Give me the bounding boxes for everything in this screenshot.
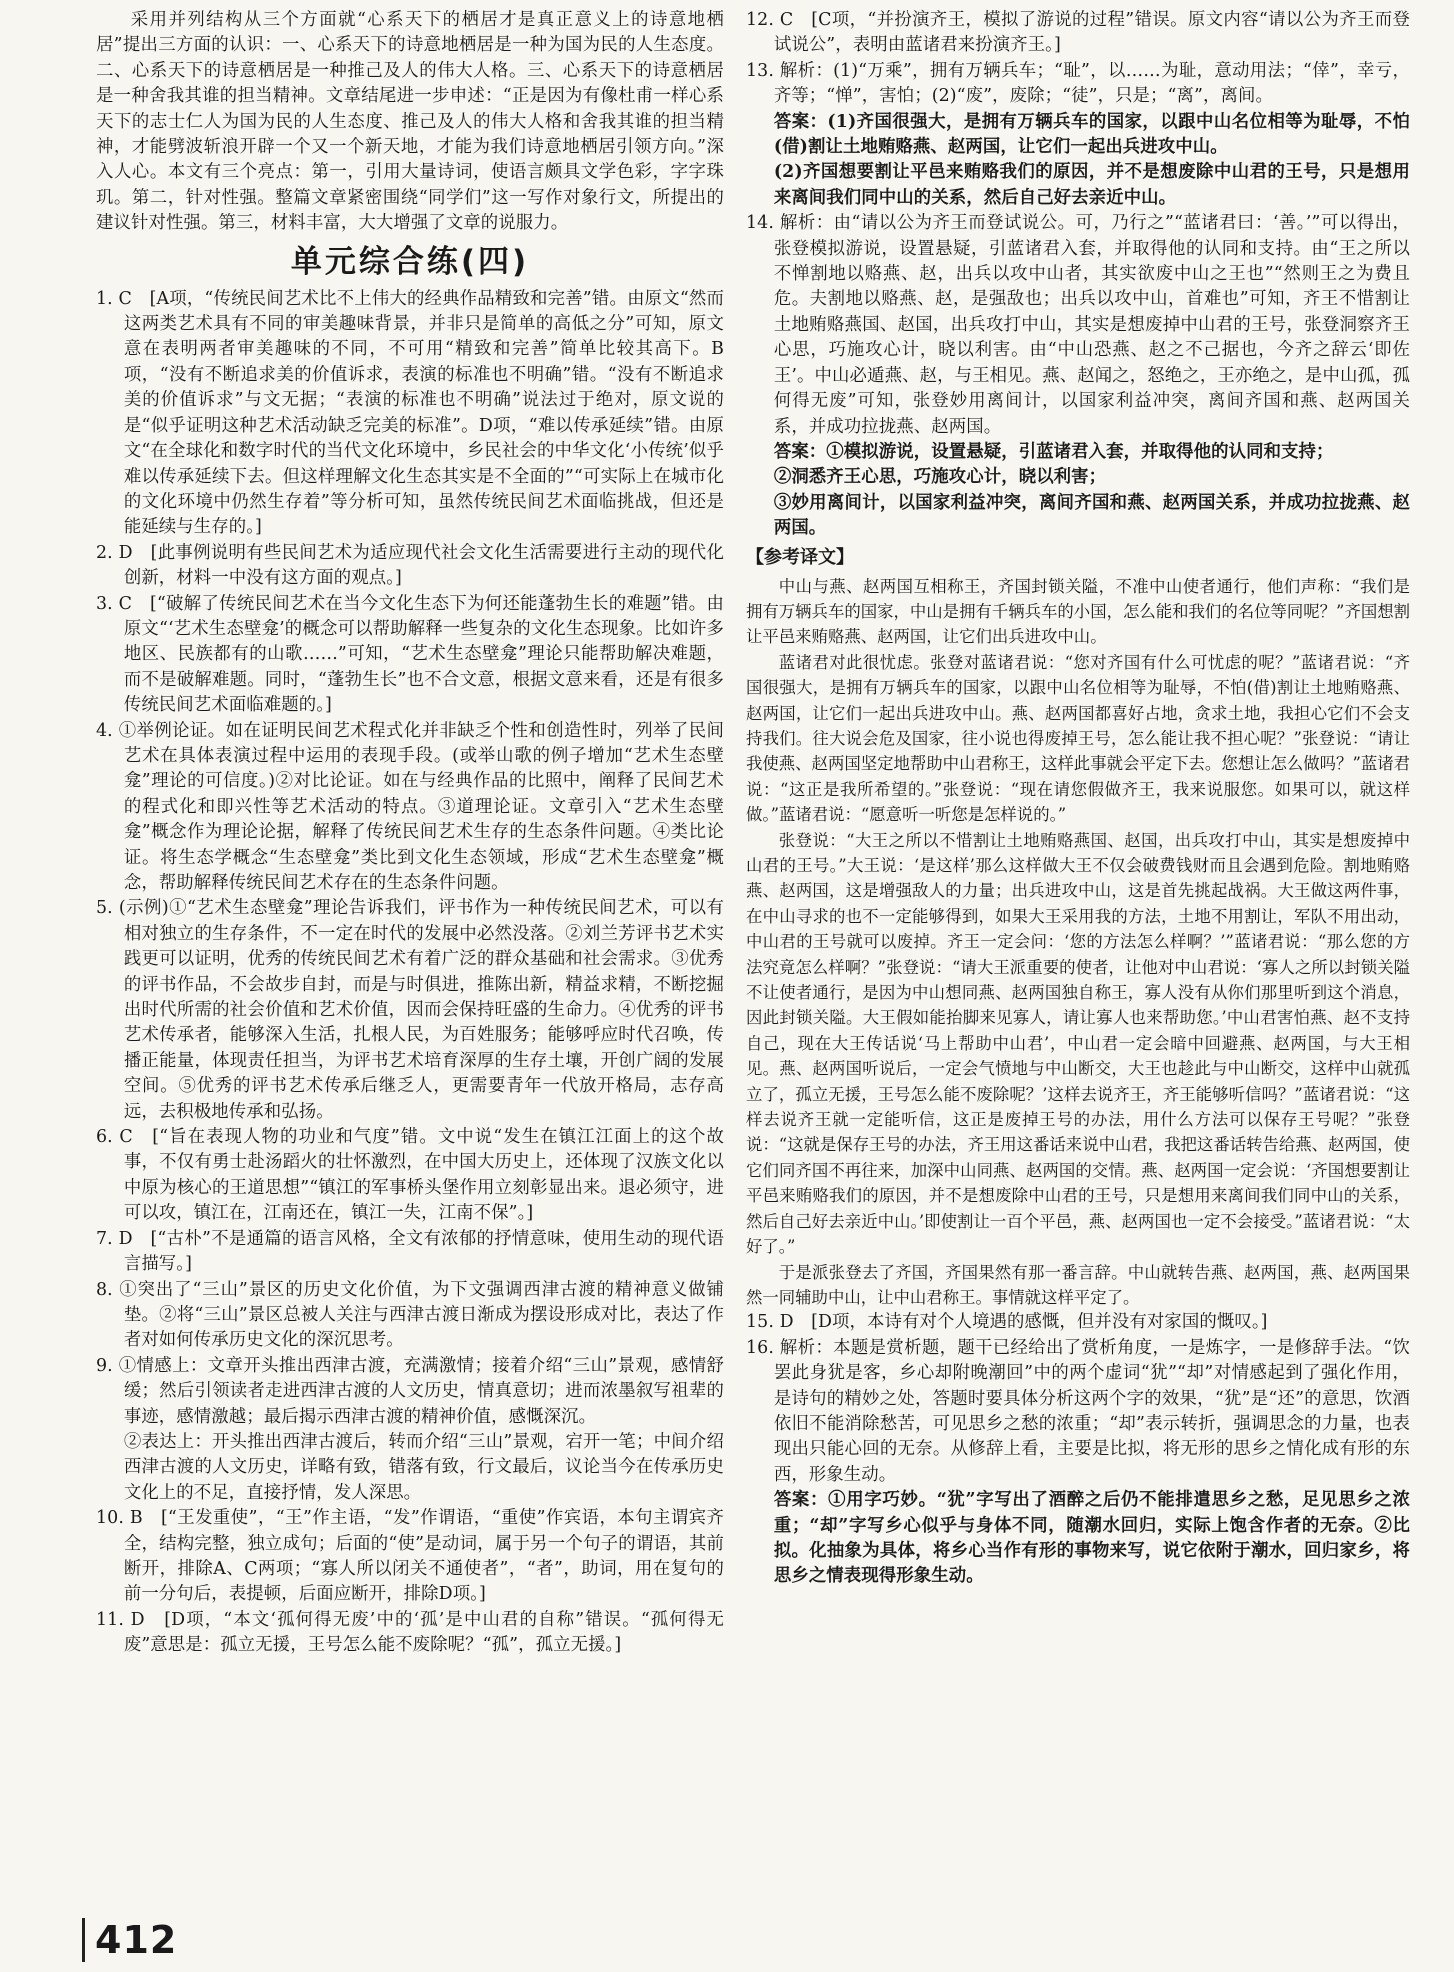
translation-paragraph-3: 张登说：“大王之所以不惜割让土地贿赂燕国、赵国，出兵攻打中山，其实是想废掉中山君的王号。”大王说：‘是这样’那么这样做大王不仅会破费钱财而且会遇到危险。割地贿赂燕、赵两国，这是增强敌人的力量；出兵进攻中山，这是首先挑起战祸。大王做这两件事，在中山寻求的也不一定能够得到，如果大王采用我的方法，土地不用割让，军队不用出动，中山君的王号就可以废掉。齐王一定会问：‘您的方法怎么样啊？’”蓝诸君说：“那么您的方法究竟怎么样啊？”张登说：“请大王派重要的使者，让他对中山君说：‘寡人之所以封锁关隘不让使者通行，是因为中山想同燕、赵两国独自称王，寡人没有从你们那里听到这个消息，因此封锁关隘。大王假如能抬脚来见寡人，请让寡人也来帮助您。’中山君害怕燕、赵不支持自己，现在大王传话说‘马上帮助中山君’，中山君一定会暗中回避燕、赵两国，与大王相见。燕、赵两国听说后，一定会气愤地与中山断交，大王也趁此与中山断交，这样中山就孤立了，孤立无援，王号怎么能不废除呢？’这样去说齐王，齐王能够听信吗？”蓝诸君说：“这样去说齐王就一定能听信，这正是废掉王号的办法，用什么方法可以保存王号呢？”张登说：“这就是保存王号的办法，齐王用这番话来说中山君，我把这番话转告给燕、赵两国，使它们同齐国不再往来，加深中山同燕、赵两国的交情。燕、赵两国一定会说：‘齐国想要割让平邑来贿赂我们的原因，并不是想废除中山君的王号，只是想用来离间我们同中山的关系，然后自己好去亲近中山。’即使割让一百个平邑，燕、赵两国也一定不会接受。”蓝诸君说：“太好了。” (746, 830, 1410, 1257)
answer-item-9: 9. ①情感上：文章开头推出西津古渡，充满激情；接着介绍“三山”景观，感情舒缓；然后引领读者走进西津古渡的人文历史，情真意切；进而浓墨叙写祖辈的事迹，感情激越；最后揭示西津古渡的精神价值，感慨深沉。 (96, 1355, 724, 1427)
answer-item-15: 15. D [D项，本诗有对个人境遇的感慨，但并没有对家国的慨叹。] (746, 1312, 1268, 1333)
answer-item-6: 6. C [“旨在表现人物的功业和气度”错。文中说“发生在镇江江面上的这个故事，不仅有勇士赴汤蹈火的壮怀激烈，在中国大历史上，还体现了汉族文化以中原为核心的王道思想”“镇江的军事桥头堡作用立刻彰显出来。退必须守，进可以攻，镇江在，江南还在，镇江一失，江南不保”。] (96, 1127, 724, 1224)
answer-item-13-analysis: 13. 解析：(1)“万乘”，拥有万辆兵车；“耻”，以……为耻，意动用法；“倖”，幸亏，齐等；“惮”，害怕；(2)“废”，废除；“徒”，只是；“离”，离间。 (746, 60, 1410, 107)
answer-item-14-answer-2: ②洞悉齐王心思，巧施攻心计，晓以利害； (773, 467, 1107, 488)
answer-item-13-answer-1: 答案：(1)齐国很强大，是拥有万辆兵车的国家，以跟中山名位相等为耻辱，不怕(借)割让土地贿赂燕、赵两国，让它们一起出兵进攻中山。 (773, 111, 1410, 158)
answer-item-4: 4. ①举例论证。如在证明民间艺术程式化并非缺乏个性和创造性时，列举了民间艺术在具体表演过程中运用的表现手段。(或举山歌的例子增加“艺术生态壁龛”理论的可信度。)②对比论证。如在与经典作品的比照中，阐释了民间艺术的程式化和即兴性等艺术活动的特点。③道理论证。文章引入“艺术生态壁龛”概念作为理论论据，解释了传统民间艺术生存的生态条件问题。④类比论证。将生态学概念“生态壁龛”类比到文化生态领域，形成“艺术生态壁龛”概念，帮助解释传统民间艺术存在的生态条件问题。 (96, 720, 724, 893)
answer-item-13-answer-2: (2)齐国想要割让平邑来贿赂我们的原因，并不是想废除中山君的王号，只是想用来离间我们同中山的关系，然后自己好去亲近中山。 (773, 162, 1410, 208)
answer-item-7: 7. D [“古朴”不是通篇的语言风格，全文有浓郁的抒情意味，使用生动的现代语言描写。] (96, 1228, 724, 1275)
translation-paragraph-2: 蓝诸君对此很忧虑。张登对蓝诸君说：“您对齐国有什么可忧虑的呢？”蓝诸君说：“齐国很强大，是拥有万辆兵车的国家，以跟中山名位相等为耻辱，不怕(借)割让土地贿赂燕、赵两国，让它们一起出兵进攻中山。燕、赵两国都喜好占地，贪求土地，我担心它们不会支持我们。往大说会危及国家，往小说也得废掉王号，怎么能让我不担心呢？”张登说：“请让我使燕、赵两国坚定地帮助中山君称王，这样此事就会平定下去。您想让怎么做吗？”蓝诸君说：“这正是我所希望的。”张登说：“现在请您假做齐王，我来说服您。如果可以，就这样做。”蓝诸君说：“愿意听一听您是怎样说的。” (746, 652, 1410, 825)
page-number: 412 (82, 1918, 177, 1962)
right-column (746, 8, 1410, 1938)
answer-item-8: 8. ①突出了“三山”景区的历史文化价值，为下文强调西津古渡的精神意义做铺垫。②将“三山”景区总被人关注与西津古渡日渐成为摆设形成对比，表达了作者对如何传承历史文化的深沉思考。 (96, 1279, 724, 1351)
answer-item-16-answer: 答案：①用字巧妙。“犹”字写出了酒醉之后仍不能排遣思乡之愁，足见思乡之浓重；“却”字写乡心似乎与身体不同，随潮水回归，实际上饱含作者的无奈。②比拟。化抽象为具体，将乡心当作有形的事物来写，说它依附于潮水，回归家乡，将思乡之情表现得形象生动。 (773, 1490, 1410, 1587)
translation-paragraph-4: 于是派张登去了齐国，齐国果然有那一番言辞。中山就转告燕、赵两国，燕、赵两国果然一同辅助中山，让中山君称王。事情就这样平定了。 (746, 1262, 1410, 1307)
answer-item-16-analysis: 16. 解析：本题是赏析题，题干已经给出了赏析角度，一是炼字，一是修辞手法。“饮罢此身犹是客，乡心却附晚潮回”中的两个虚词“犹”“却”对情感起到了强化作用，是诗句的精妙之处，答题时要具体分析这两个字的效果，“犹”是“还”的意思，饮酒依旧不能消除愁苦，可见思乡之愁的浓重；“却”表示转折，强调思念的力量，也表现出只能心回的无奈。从修辞上看，主要是比拟，将无形的思乡之情化成有形的东西，形象生动。 (746, 1337, 1410, 1485)
answer-item-14-analysis: 14. 解析：由“请以公为齐王而登试说公。可，乃行之”“蓝诸君曰：‘善。’”可以得出，张登模拟游说，设置悬疑，引蓝诸君入套，并取得他的认同和支持。由“王之所以不惮割地以赂燕、赵，出兵以攻中山者，其实欲废中山之王也”“然则王之为费且危。夫割地以赂燕、赵，是强敌也；出兵以攻中山，首难也”可知，齐王不惜割让土地贿赂燕国、赵国，出兵攻打中山，其实是想废掉中山君的王号，张登洞察齐王心思，巧施攻心计，晓以利害。由“中山恐燕、赵之不己据也，今齐之辞云‘即佐王’。中山必遁燕、赵，与王相见。燕、赵闻之，怒绝之，王亦绝之，是中山孤，孤何得无废”可知，张登妙用离间计，以国家利益冲突，离间齐国和燕、赵两国关系，并成功拉拢燕、赵两国。 (746, 213, 1410, 437)
answer-item-3: 3. C [“破解了传统民间艺术在当今文化生态下为何还能蓬勃生长的难题”错。由原文“‘艺术生态壁龛’的概念可以帮助解释一些复杂的文化生态现象。比如许多地区、民族都有的山歌……”可知，“艺术生态壁龛”理论只能帮助解决难题，而不是破解难题。同时，“蓬勃生长”也不合文意，根据文意来看，还是有很多传统民间艺术面临难题的。] (96, 593, 724, 716)
reference-translation-title: 【参考译文】 (746, 546, 854, 568)
answer-item-14-answer-3: ③妙用离间计，以国家利益冲突，离间齐国和燕、赵两国关系，并成功拉拢燕、赵两国。 (773, 492, 1410, 539)
answer-item-11: 11. D [D项，“本文‘孤何得无废’中的‘孤’是中山君的自称”错误。“孤何得无废”意思是：孤立无援，王号怎么能不废除呢？“孤”，孤立无援。] (96, 1609, 724, 1656)
answer-item-12: 12. C [C项，“并扮演齐王，模拟了游说的过程”错误。原文内容“请以公为齐王而登试说公”，表明由蓝诸君来扮演齐王。] (746, 10, 1410, 56)
left-column (96, 8, 724, 1908)
answer-item-5: 5. (示例)①“艺术生态壁龛”理论告诉我们，评书作为一种传统民间艺术，可以有相对独立的生存条件，不一定在时代的发展中必然没落。②刘兰芳评书艺术实践更可以证明，优秀的传统民间艺术有着广泛的群众基础和社会需求。③优秀的评书作品，不会故步自封，而是与时俱进，推陈出新，精益求精，不断挖掘出时代所需的社会价值和艺术价值，因而会保持旺盛的生命力。④优秀的评书艺术传承者，能够深入生活，扎根人民，为百姓服务；能够呼应时代召唤，传播正能量，体现责任担当，为评书艺术培育深厚的生存土壤，开创广阔的发展空间。⑤优秀的评书艺术传承后继乏人，更需要青年一代放开格局，志存高远，去积极地传承和弘扬。 (96, 898, 724, 1122)
answer-item-1: 1. C [A项，“传统民间艺术比不上伟大的经典作品精致和完善”错。由原文“然而这两类艺术具有不同的审美趣味背景，并非只是简单的高低之分”可知，原文意在表明两者审美趣味的不同，不可用“精致和完善”简单比较其高下。B项，“没有不断追求美的价值诉求，表演的标准也不明确”错。“没有不断追求美的价值诉求”与文无据；“表演的标准也不明确”说法过于绝对，原文说的是“似乎证明这种艺术活动缺乏完美的标准”。D项，“难以传承延续”错。由原文“在全球化和数字时代的当代文化环境中，乡民社会的中华文化‘小传统’似乎难以传承延续下去。但这样理解文化生态其实是不全面的”“可实际上在城市化的文化环境中仍然生存着”等分析可知，虽然传统民间艺术面临挑战，但还是能延续与生存的。] (96, 288, 724, 538)
section-title: 单元综合练(四) (290, 243, 530, 280)
answer-item-14-answer-1: 答案：①模拟游说，设置悬疑，引蓝诸君入套，并取得他的认同和支持； (773, 441, 1334, 462)
essay-commentary-paragraph: 采用并列结构从三个方面就“心系天下的栖居才是真正意义上的诗意地栖居”提出三方面的认识：一、心系天下的诗意地栖居是一种为国为民的人生态度。二、心系天下的诗意栖居是一种推己及人的伟大人格。三、心系天下的诗意栖居是一种舍我其谁的担当精神。文章结尾进一步申述：“正是因为有像杜甫一样心系天下的志士仁人为国为民的人生态度、推己及人的伟大人格和舍我其谁的担当精神，才能劈波斩浪开辟一个又一个新天地，才能为我们诗意地栖居引领方向。”深入人心。本文有三个亮点：第一，引用大量诗词，使语言颇具文学色彩，字字珠玑。第二，针对性强。整篇文章紧密围绕“同学们”这一写作对象行文，所提出的建议针对性强。第三，材料丰富，大大增强了文章的说服力。 (96, 10, 724, 234)
translation-paragraph-1: 中山与燕、赵两国互相称王，齐国封锁关隘，不准中山使者通行，他们声称：“我们是拥有万辆兵车的国家，中山是拥有千辆兵车的小国，怎么能和我们的名位等同呢？”齐国想割让平邑来贿赂燕、赵两国，让它们出兵进攻中山。 (746, 576, 1410, 647)
answer-item-10: 10. B [“王发重使”，“王”作主语，“发”作谓语，“重使”作宾语，本句主谓宾齐全，结构完整，独立成句；后面的“使”是动词，属于另一个句子的谓语，其前断开，排除A、C两项；“寡人所以闭关不通使者”，“者”，助词，用在复句的前一分句后，表提顿，后面应断开，排除D项。] (96, 1508, 724, 1605)
answer-item-2: 2. D [此事例说明有些民间艺术为适应现代社会文化生活需要进行主动的现代化创新，材料一中没有这方面的观点。] (96, 542, 724, 589)
answer-item-9-part-2: ②表达上：开头推出西津古渡后，转而介绍“三山”景观，宕开一笔；中间介绍西津古渡的人文历史，详略有致，错落有致，行文最后，议论当今在传承历史文化上的不足，直接抒情，发人深思。 (123, 1431, 724, 1503)
